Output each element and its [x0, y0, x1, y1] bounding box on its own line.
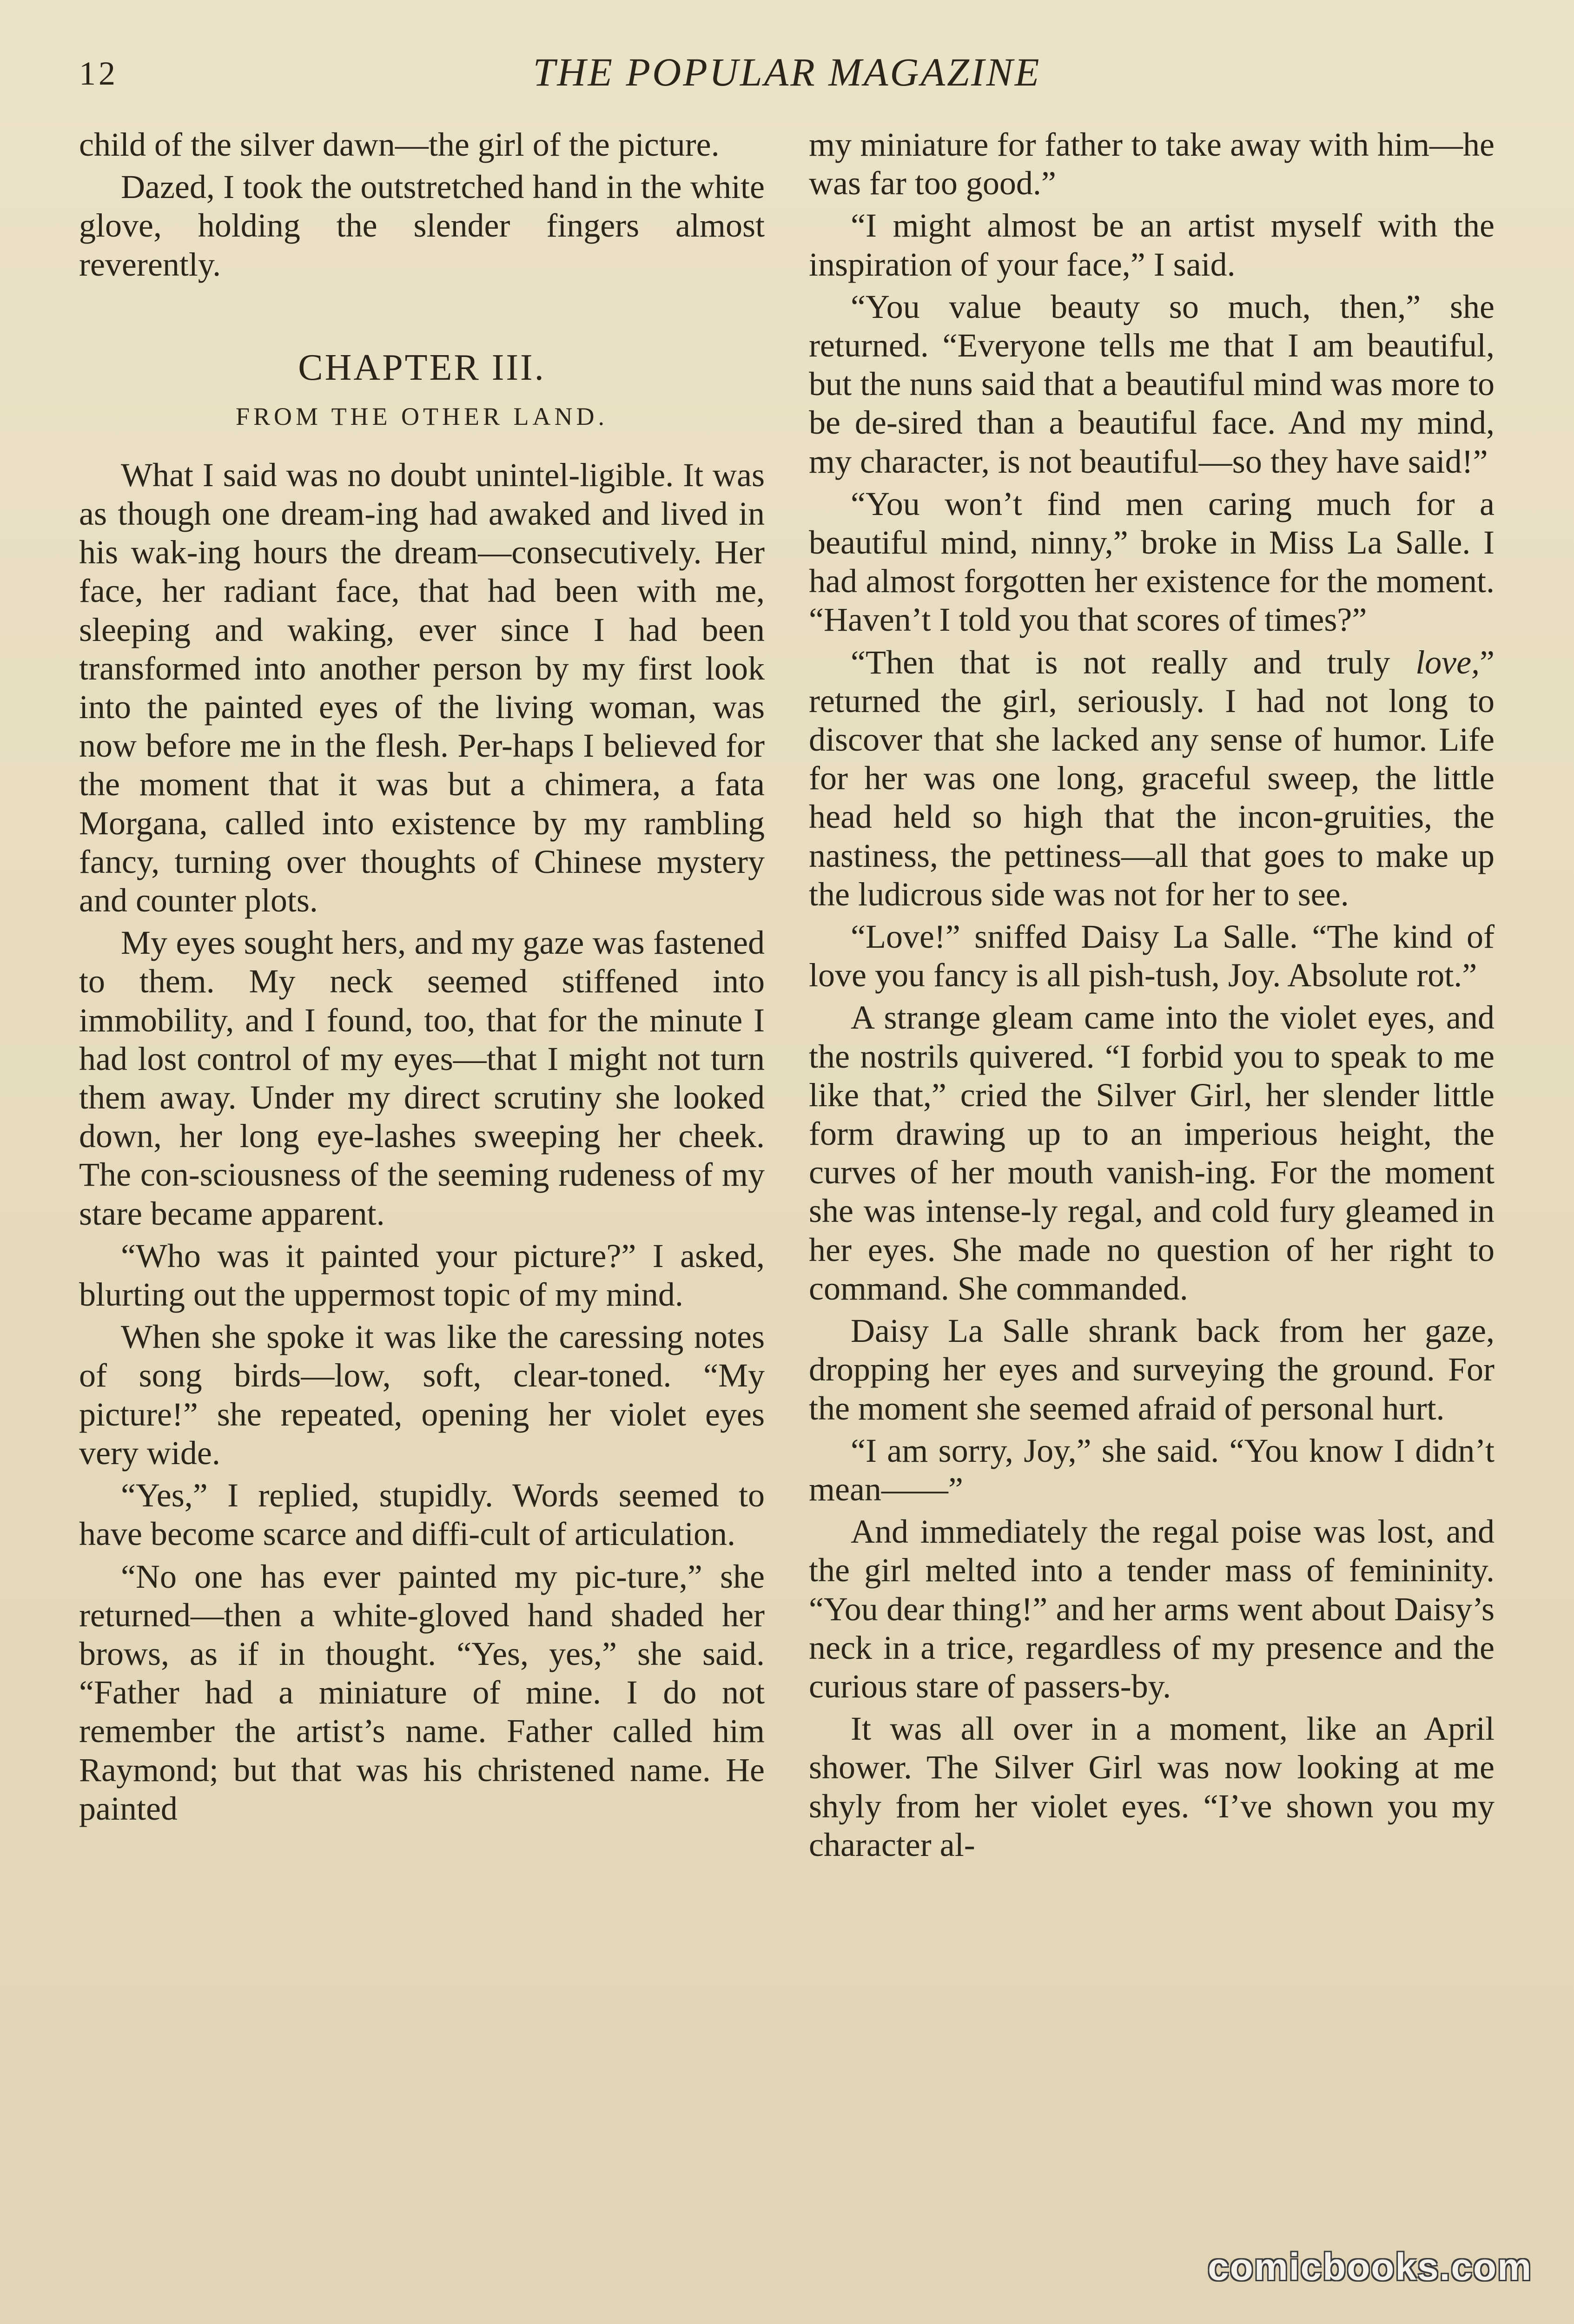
paragraph: “Love!” sniffed Daisy La Salle. “The kind of love you fancy is all pish-tush, Joy. Absolute rot.”	[809, 918, 1495, 994]
paragraph: Dazed, I took the outstretched hand in the white glove, holding the slender fingers almost reverently.	[79, 168, 765, 283]
paragraph: And immediately the regal poise was lost, and the girl melted into a tender mass of femininity. “You dear thing!” and her arms went about Daisy’s neck in a trice, regardless of my presence and the curious stare of passers-by.	[809, 1513, 1495, 1705]
paragraph	[809, 643, 1495, 914]
chapter-title: CHAPTER III.	[298, 347, 546, 388]
italic-word: love,	[1415, 643, 1480, 681]
paragraph: A strange gleam came into the violet eyes, and the nostrils quivered. “I forbid you to speak to me like that,” cried the Silver Girl, her slender little form drawing up to an imperious height, the curves of her mouth vanish-ing. For the moment she was intense-ly regal, and cold fury gleamed in her eyes. She made no question of her right to command. She commanded.	[809, 999, 1495, 1307]
page-number: 12	[79, 55, 118, 92]
text-run: ” returned the girl, seriously. I had not long to discover that she lacked any sense of humor. Life for her was one long, graceful sweep, the little head held so high that the incon-gruities, the nastiness, the pettiness—all that goes to make up the ludicrous side was not for her to see.	[809, 643, 1495, 913]
paragraph: “You won’t find men caring much for a beautiful mind, ninny,” broke in Miss La Salle. I had almost forgotten her existence for the moment. “Haven’t I told you that scores of times?”	[809, 485, 1495, 639]
paragraph: “No one has ever painted my pic-ture,” she returned—then a white-gloved hand shaded her brows, as if in thought. “Yes, yes,” she said. “Father had a miniature of mine. I do not remember the artist’s name. Father called him Raymond; but that was his christened name. He painted	[79, 1558, 765, 1827]
paragraph: It was all over in a moment, like an April shower. The Silver Girl was now looking at me shyly from her violet eyes. “I’ve shown you my character al-	[809, 1710, 1495, 1863]
paragraph: When she spoke it was like the caressing notes of song birds—low, soft, clear-toned. “My picture!” she repeated, opening her violet eyes very wide.	[79, 1318, 765, 1472]
chapter-subtitle: FROM THE OTHER LAND.	[235, 402, 608, 430]
paragraph: “I might almost be an artist myself with the inspiration of your face,” I said.	[809, 207, 1495, 283]
watermark: comicbooks.com	[1208, 2246, 1532, 2288]
paragraph: My eyes sought hers, and my gaze was fastened to them. My neck seemed stiffened into immobility, and I found, too, that for the minute I had lost control of my eyes—that I might not turn them away. Under my direct scrutiny she looked down, her long eye-lashes sweeping her cheek. The con-sciousness of the seeming rudeness of my stare became apparent.	[79, 924, 765, 1232]
paragraph: “I am sorry, Joy,” she said. “You know I didn’t mean——”	[809, 1432, 1495, 1508]
page-header	[79, 44, 1495, 105]
paragraph: What I said was no doubt unintel-ligible. It was as though one dream-ing had awaked and lived in his wak-ing hours the dream—consecutively. Her face, her radiant face, that had been with me, sleeping and waking, ever since I had been transformed into another person by my first look into the painted eyes of the living woman, was now before me in the flesh. Per-haps I believed for the moment that it was but a chimera, a fata Morgana, called into existence by my rambling fancy, turning over thoughts of Chinese mystery and counter plots.	[79, 456, 765, 919]
paragraph: “You value beauty so much, then,” she returned. “Everyone tells me that I am beautiful, but the nuns said that a beautiful mind was more to be de-sired than a beautiful face. And my mind, my character, is not beautiful—so they have said!”	[809, 288, 1495, 480]
left-column	[79, 125, 765, 1832]
paragraph: child of the silver dawn—the girl of the picture.	[79, 126, 720, 163]
running-head: THE POPULAR MAGAZINE	[533, 50, 1041, 94]
right-column	[809, 125, 1495, 1868]
text-run: “Then that is not really and truly	[851, 643, 1416, 681]
paragraph: “Who was it painted your picture?” I asked, blurting out the uppermost topic of my mind.	[79, 1237, 765, 1314]
paragraph: my miniature for father to take away with him—he was far too good.”	[809, 126, 1495, 202]
paragraph: “Yes,” I replied, stupidly. Words seemed to have become scarce and diffi-cult of articulation.	[79, 1477, 765, 1553]
paragraph: Daisy La Salle shrank back from her gaze, dropping her eyes and surveying the ground. For the moment she seemed afraid of personal hurt.	[809, 1312, 1495, 1427]
